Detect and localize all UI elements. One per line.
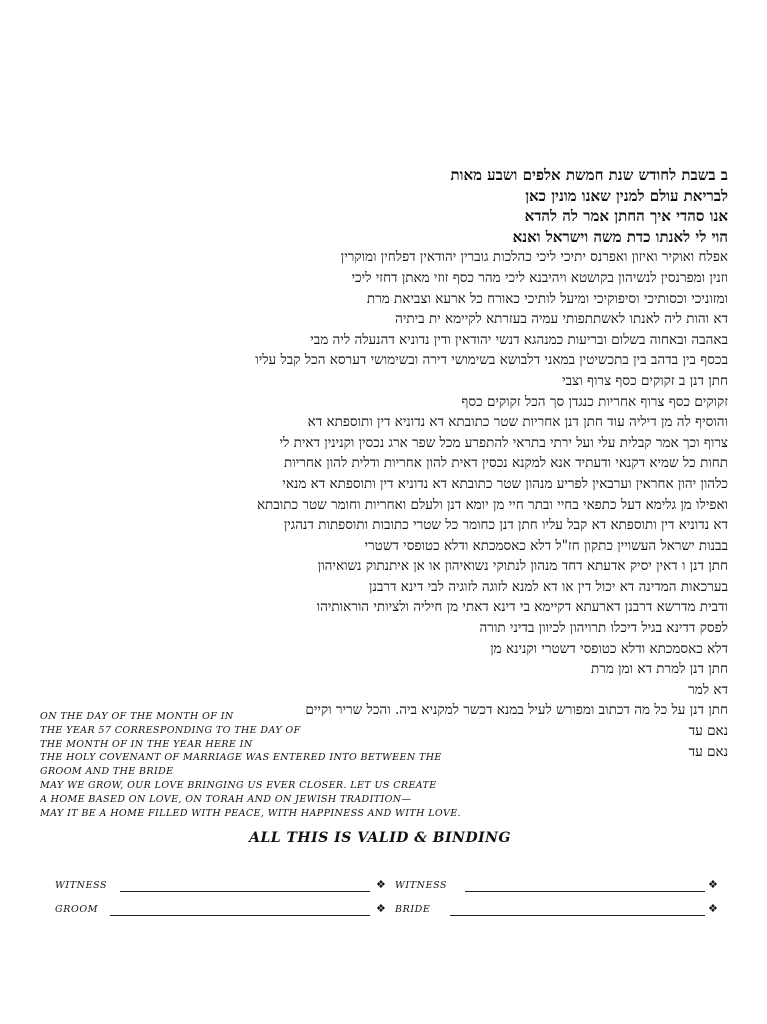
witness-left-line[interactable] (120, 891, 370, 892)
hebrew-line: בערכאות המדינה דא יכול דין או דא למנא לזוגה לזוגיה לבי דינא דרבנן (369, 578, 728, 595)
hebrew-line: דא נדוניא דין ותוספתא דא קבל עליו חתן דנן כחומר כל שטרי כתובות ותוספתות דנהגין (283, 517, 728, 534)
hebrew-line: ומזוניכי וכסותיכי וסיפוקיכי ומיעל לותיכי כאורח כל ארעא וצביאת מרת (366, 290, 728, 307)
groom-label: GROOM (55, 904, 99, 915)
bride-signature-line[interactable] (450, 915, 705, 916)
hebrew-line: בבנות ישראל העשויין כתקון חז"ל דלא כאסמכתא ודלא כטופסי דשטרי (364, 537, 728, 554)
bride-label: BRIDE (395, 904, 431, 915)
ornament-icon: ❖ (376, 878, 386, 891)
english-ketubah-text (40, 710, 728, 820)
hebrew-line: ואפילו מן גלימא דעל כתפאי בחיי ובתר חיי מן יומא דנן ולעלם ואחריות וחומר שטר כתובתא (256, 496, 728, 513)
hebrew-line: נאם עד (688, 743, 728, 760)
ornament-icon: ❖ (708, 878, 718, 891)
closing-statement: ALL THIS IS VALID & BINDING (249, 830, 511, 846)
hebrew-line: תחות כל שמיא דקנאי ודעתיד אנא למקנא נכסין דאית להון אחריות ודלית להון אחריות (284, 455, 728, 472)
hebrew-line: באהבה ובאחוה בשלום ובריעות כמנהגא דנשי יהודאין ודין נדוניא דהנעלה ליה מבי (310, 331, 728, 348)
hebrew-line: וזנין ומפרנסין לנשיהון בקושטא ויהיבנא ליכי מהר כסף זוזי מאתן דחזי ליכי (351, 269, 728, 286)
hebrew-line: נאם עד (688, 723, 728, 740)
english-line: ON THE DAY OF THE MONTH OF IN (40, 711, 234, 722)
english-line: THE MONTH OF IN THE YEAR HERE IN (40, 738, 253, 750)
hebrew-line: דא למר (688, 681, 728, 698)
witness-right-line[interactable] (465, 891, 705, 892)
english-line: MAY IT BE A HOME FILLED WITH PEACE, WITH HAPPINESS AND WITH LOVE. (40, 807, 461, 819)
english-line: GROOM AND THE BRIDE (40, 766, 174, 778)
hebrew-line: כלהון יהון אחראין וערבאין לפריע מנהון שטר כתובתא דא נדוניא דין ותוספתא דא מנאי (282, 475, 728, 492)
hebrew-line: בכסף בין בדהב בין בתכשיטין במאני דלבושא בשימושי דירה ובשימושי דערסא הכל קבל עליו (255, 352, 728, 369)
witness-left-label: WITNESS (55, 880, 108, 891)
hebrew-line: זקוקים כסף צרוף אחריות כנגדן סך הכל זקוקים כסף (461, 393, 728, 410)
english-line: THE HOLY COVENANT OF MARRIAGE WAS ENTERED INTO BETWEEN THE (40, 752, 442, 764)
ornament-icon: ❖ (708, 902, 718, 915)
hebrew-line: דא והות ליה לאנתו לאשתתפותי עמיה בעזרתא לקיימא ית ביתיה (395, 311, 728, 328)
hebrew-line: והוסיף לה מן דיליה עוד חתן דנן אחריות שטר כתובתא דא נדוניא דין ותוספתא דא (307, 414, 728, 431)
hebrew-line: דלא כאסמכתא ודלא כטופסי דשטרי וקנינא מן (490, 640, 728, 657)
hebrew-line: ב בשבת לחודש שנת חמשת אלפים ושבע מאות (450, 166, 728, 184)
hebrew-line: צרוף וכך אמר קבלית עלי ועל ירתי בתראי להתפרע מכל שפר ארג נכסין וקנינין דאית לי (279, 434, 728, 451)
hebrew-ketubah-text (40, 165, 728, 762)
hebrew-line: ודבית מדרשא דרבנן דארעתא דקיימא בי דינא דאתי מן חיליה ולציותי הוראותיהו (316, 599, 728, 616)
english-line: MAY WE GROW, OUR LOVE BRINGING US EVER CLOSER. LET US CREATE (40, 779, 437, 791)
english-line: THE YEAR 57 CORRESPONDING TO THE DAY OF (40, 724, 301, 736)
witness-right-label: WITNESS (395, 880, 448, 891)
ornament-icon: ❖ (376, 902, 386, 915)
hebrew-line: חתן דנן ו דאין יסיק אדעתא דחד מנהון לנתוקי נשואיהון או אן איתנתוק נשואיהון (317, 558, 728, 575)
hebrew-line: חתן דנן ב זקוקים כסף צרוף וצבי (562, 372, 728, 389)
hebrew-line: חתן דנן על כל מה דכתוב ומפורש לעיל במנא דכשר למקניא ביה. והכל שריר וקיים (305, 702, 728, 719)
hebrew-line: חתן דנן למרת דא ומן מרת (591, 661, 728, 678)
english-line: A HOME BASED ON LOVE, ON TORAH AND ON JEWISH TRADITION— (40, 793, 412, 805)
groom-signature-line[interactable] (110, 915, 370, 916)
hebrew-line: לבריאת עולם למנין שאנו מונין כאן (525, 186, 728, 205)
hebrew-line: הוי לי לאנתו כדת משה וישראל ואנא (512, 227, 728, 246)
hebrew-line: לפסק דדינא בגיל דיכלו תרויהון לכיוון בדיני תורה (479, 620, 728, 637)
hebrew-line: אנו סהדי איך החתן אמר לה להדא (524, 207, 728, 226)
hebrew-line: אפלח ואוקיר ואיזון ואפרנס יתיכי ליכי כהלכות גוברין יהודאין דפלחין ומוקרין (340, 249, 728, 266)
